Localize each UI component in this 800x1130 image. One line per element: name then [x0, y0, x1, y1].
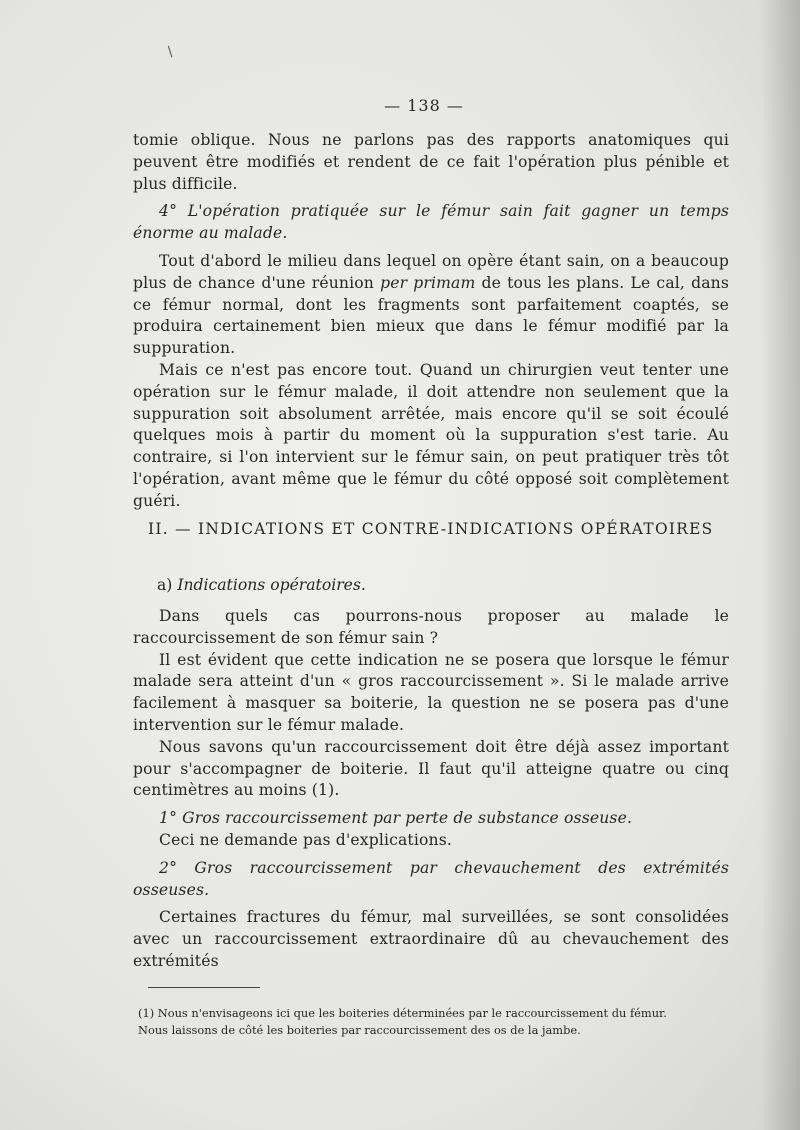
section-heading: II. — INDICATIONS ET CONTRE-INDICATIONS OPÉRATOIRES: [148, 520, 714, 538]
page-number: — 138 —: [384, 96, 464, 115]
case-2-heading: 2° Gros raccourcissement par chevauchement des extrémités osseuses.: [133, 858, 729, 899]
paragraph: Il est évident que cette indication ne se posera que lorsque le fémur malade sera atteint d'un « gros raccourcissement ». Si le malade arrive facilement à masquer sa boiterie, la question ne se posera pas d'une intervention sur le fémur malade.: [133, 650, 729, 734]
case-1-heading: 1° Gros raccourcissement par perte de substance osseuse.: [159, 809, 633, 828]
text-run: Tout d'abord le milieu dans lequel on opère étant sain, on a beaucoup plus de chance d'une réunion: [133, 251, 729, 292]
footnote-line: (1) Nous n'envisageons ici que les boiteries déterminées par le raccourcissement du fémur.: [138, 1006, 667, 1020]
subsection-heading: [157, 576, 366, 594]
subsection-title: Indications opératoires.: [177, 576, 366, 594]
paragraph: Nous savons qu'un raccourcissement doit être déjà assez important pour s'accompagner de boiterie. Il faut qu'il atteigne quatre ou cinq centimètres au moins (1).: [133, 737, 729, 800]
footnote-line: Nous laissons de côté les boiteries par raccourcissement des os de la jambe.: [138, 1023, 581, 1037]
paragraph: Certaines fractures du fémur, mal surveillées, se sont consolidées avec un raccourcissement extraordinaire dû au chevauchement des extrémités: [133, 908, 729, 970]
footnote: [138, 1005, 724, 1039]
text-run: de tous les plans. Le cal, dans ce fémur normal, dont les fragments sont parfaitement coaptés, se produira certainement bien mieux que dans le fémur modifié par la suppuration.: [133, 273, 730, 358]
pen-mark: /: [163, 44, 177, 60]
point-4-heading: 4° L'opération pratiquée sur le fémur sain fait gagner un temps énorme au malade.: [133, 202, 729, 243]
body-text-bottom: [133, 606, 729, 973]
paragraph: Ceci ne demande pas d'explications.: [159, 830, 452, 849]
body-text-top: [133, 130, 729, 513]
latin-phrase: per primam: [380, 273, 476, 292]
paragraph: [133, 251, 729, 360]
paragraph: tomie oblique. Nous ne parlons pas des rapports anatomiques qui peuvent être modifiés et rendent de ce fait l'opération plus pénible et plus difficile.: [133, 131, 729, 193]
subsection-prefix: a): [157, 576, 173, 594]
paragraph: Dans quels cas pourrons-nous proposer au malade le raccourcissement de son fémur sain ?: [133, 607, 729, 647]
footnote-rule: [148, 987, 260, 988]
paragraph: Mais ce n'est pas encore tout. Quand un chirurgien veut tenter une opération sur le fémur malade, il doit attendre non seulement que la suppuration soit absolument arrêtée, mais encore qu'il se soit écoulé quelques mois à partir du moment où la suppuration s'est tarie. Au contraire, si l'on intervient sur le fémur sain, on peut pratiquer très tôt l'opération, avant même que le fémur du côté opposé soit complètement guéri.: [133, 360, 729, 510]
page-edge-shadow: [760, 0, 800, 1130]
